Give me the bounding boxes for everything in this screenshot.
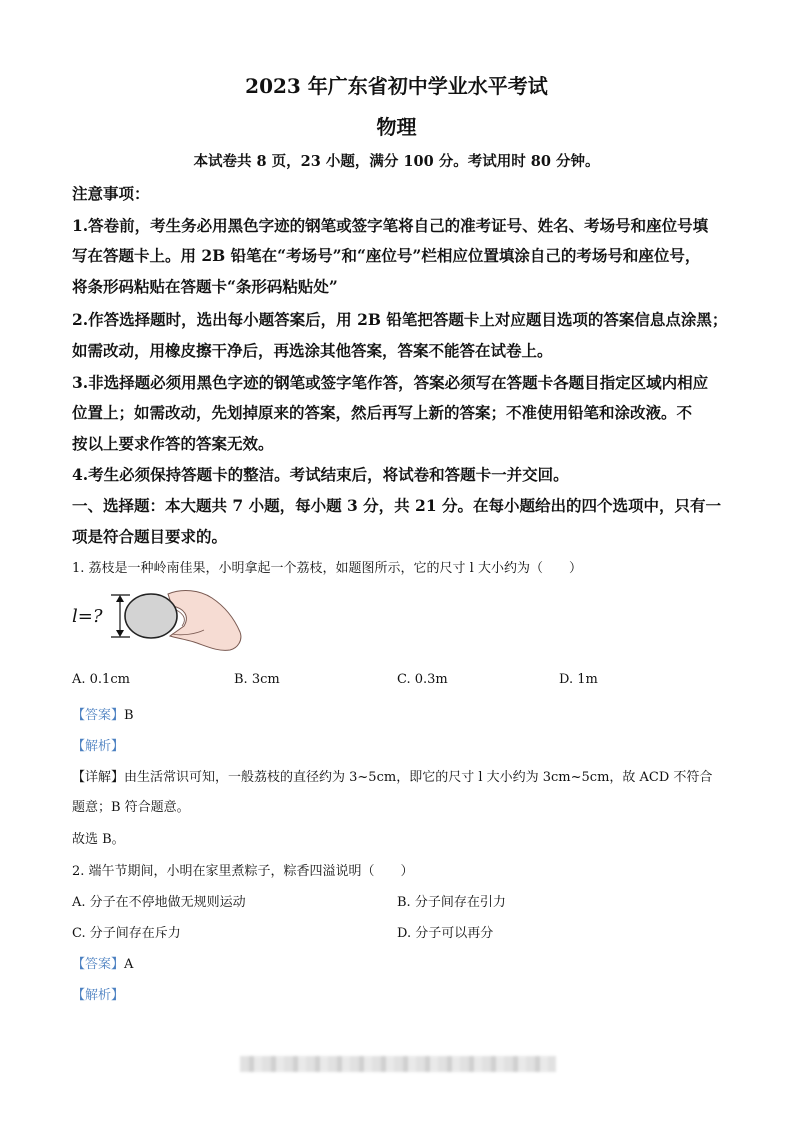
q1-analysis-tag xyxy=(72,735,124,754)
figure-label: l=? xyxy=(72,606,103,627)
q1-detail xyxy=(72,766,712,785)
q1-option-b: B. 3cm xyxy=(234,672,280,687)
notice-line: 写在答题卡上。用 2B 铅笔在“考场号”和“座位号”栏相应位置填涂自己的考场号和座位号， xyxy=(72,246,701,265)
q2-analysis-tag xyxy=(72,984,124,1003)
analysis-tag: 【解析】 xyxy=(72,739,125,754)
question-1-stem: 1. 荔枝是一种岭南佳果，小明拿起一个荔枝，如题图所示，它的尺寸 l 大小约为（ ） xyxy=(72,561,582,576)
notice-line: 位置上；如需改动，先划掉原来的答案，然后再写上新的答案；不准使用铅笔和涂改液。不 xyxy=(72,403,693,422)
detail-text: 由生活常识可知，一般荔枝的直径约为 3~5cm，即它的尺寸 l 大小约为 3cm~5cm，故 ACD 不符合 xyxy=(124,770,713,785)
notice-line: 4.考生必须保持答题卡的整洁。考试结束后，将试卷和答题卡一并交回。 xyxy=(72,465,569,484)
q1-answer xyxy=(72,704,134,723)
answer-tag: 【答案】 xyxy=(72,708,125,723)
notice-heading: 注意事项： xyxy=(72,184,150,203)
section-heading-cont: 项是符合题目要求的。 xyxy=(72,527,228,546)
q2-answer xyxy=(72,953,133,972)
lychee-figure xyxy=(72,586,247,658)
q1-option-a: A. 0.1cm xyxy=(72,672,130,687)
q2-option-b: B. 分子间存在引力 xyxy=(397,895,506,910)
answer-value: A xyxy=(124,957,134,972)
notice-line: 3.非选择题必须用黑色字迹的钢笔或签字笔作答，答案必须写在答题卡各题目指定区域内相应 xyxy=(72,373,709,392)
q2-option-d: D. 分子可以再分 xyxy=(397,926,494,941)
exam-info: 本试卷共 8 页，23 小题，满分 100 分。考试用时 80 分钟。 xyxy=(193,153,600,170)
q1-option-c: C. 0.3m xyxy=(397,672,448,687)
exam-title: 2023 年广东省初中学业水平考试 xyxy=(245,74,548,98)
q1-conclusion: 故选 B。 xyxy=(72,832,125,847)
section-heading: 一、选择题：本大题共 7 小题，每小题 3 分，共 21 分。在每小题给出的四个选项中，只有一 xyxy=(72,496,722,515)
q1-detail-cont: 题意；B 符合题意。 xyxy=(72,800,190,815)
answer-value: B xyxy=(124,708,134,723)
q2-option-c: C. 分子间存在斥力 xyxy=(72,926,181,941)
question-2-stem: 2. 端午节期间，小明在家里煮粽子，粽香四溢说明（ ） xyxy=(72,864,414,879)
answer-tag: 【答案】 xyxy=(72,957,125,972)
subject-title: 物理 xyxy=(376,115,417,139)
analysis-tag: 【解析】 xyxy=(72,988,125,1003)
q1-option-d: D. 1m xyxy=(559,672,598,687)
q2-option-a: A. 分子在不停地做无规则运动 xyxy=(72,895,246,910)
blurred-footer xyxy=(240,1056,556,1072)
notice-line: 如需改动，用橡皮擦干净后，再选涂其他答案，答案不能答在试卷上。 xyxy=(72,341,553,360)
detail-tag: 【详解】 xyxy=(72,770,125,785)
notice-line: 按以上要求作答的答案无效。 xyxy=(72,434,274,453)
notice-line: 1.答卷前，考生务必用黑色字迹的钢笔或签字笔将自己的准考证号、姓名、考场号和座位号填 xyxy=(72,216,709,235)
notice-line: 将条形码粘贴在答题卡“条形码粘贴处” xyxy=(72,277,338,296)
notice-line: 2.作答选择题时，选出每小题答案后，用 2B 铅笔把答题卡上对应题目选项的答案信息点涂黑； xyxy=(72,310,728,329)
